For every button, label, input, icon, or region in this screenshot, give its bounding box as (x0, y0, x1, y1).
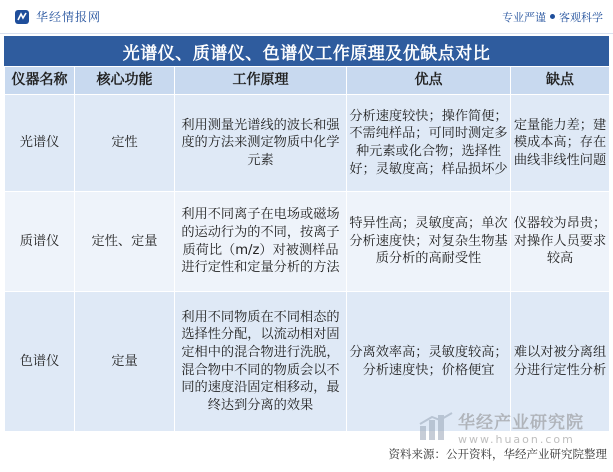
table-row (5, 95, 610, 192)
core-function: 定量 (75, 292, 175, 432)
watermark-url: www.huaon.com (458, 433, 575, 446)
source-note: 资料来源：公开资料，华经产业研究院整理 (388, 447, 607, 461)
instrument-name: 光谱仪 (5, 95, 75, 192)
column-header-principle: 工作原理 (175, 67, 347, 95)
table-row (5, 192, 610, 292)
slogan (502, 9, 603, 25)
advantages: 分析速度较快；操作简便；不需纯样品；可同时测定多种元素或化合物；选择性好；灵敏度高；样品损坏少 (347, 95, 511, 192)
advantages: 特异性高；灵敏度高；单次分析速度快；对复杂生物基质分析的高耐受性 (347, 192, 511, 292)
column-header-cons: 缺点 (511, 67, 610, 95)
watermark-title: 华经产业研究院 (458, 413, 584, 433)
core-function: 定性、定量 (75, 192, 175, 292)
watermark-logo-icon (418, 412, 454, 442)
advantages: 分离效率高；灵敏度较高；分析速度快；价格便宜 (347, 292, 511, 432)
top-bar (0, 0, 613, 34)
brand-logo-icon (14, 9, 30, 25)
working-principle: 利用不同离子在电场或磁场的运动行为的不同，按离子质荷比（m/z）对被测样品进行定性和定量分析的方法 (175, 192, 347, 292)
title-bar (4, 36, 609, 66)
page-title: 光谱仪、质谱仪、色谱仪工作原理及优缺点对比 (122, 43, 491, 64)
working-principle: 利用不同物质在不同相态的选择性分配，以流动相对固定相中的混合物进行洗脱，混合物中不同的物质会以不同的速度沿固定相移动，最终达到分离的效果 (175, 292, 347, 432)
disadvantages: 难以对被分离组分进行定性分析 (511, 292, 610, 432)
column-header-pros: 优点 (347, 67, 511, 95)
comparison-table (4, 66, 610, 432)
brand[interactable] (14, 8, 101, 25)
slogan-left: 专业严谨 (502, 10, 546, 24)
column-header-function: 核心功能 (75, 67, 175, 95)
working-principle: 利用测量光谱线的波长和强度的方法来测定物质中化学元素 (175, 95, 347, 192)
instrument-name: 色谱仪 (5, 292, 75, 432)
brand-name: 华经情报网 (36, 10, 102, 24)
instrument-name: 质谱仪 (5, 192, 75, 292)
column-header-name: 仪器名称 (5, 67, 75, 95)
core-function: 定性 (75, 95, 175, 192)
watermark (418, 408, 584, 446)
table-header-row (5, 67, 610, 95)
slogan-right: 客观科学 (559, 10, 603, 24)
disadvantages: 定量能力差；建模成本高；存在曲线非线性问题 (511, 95, 610, 192)
bullet-dot-icon (550, 14, 555, 19)
disadvantages: 仪器较为昂贵；对操作人员要求较高 (511, 192, 610, 292)
